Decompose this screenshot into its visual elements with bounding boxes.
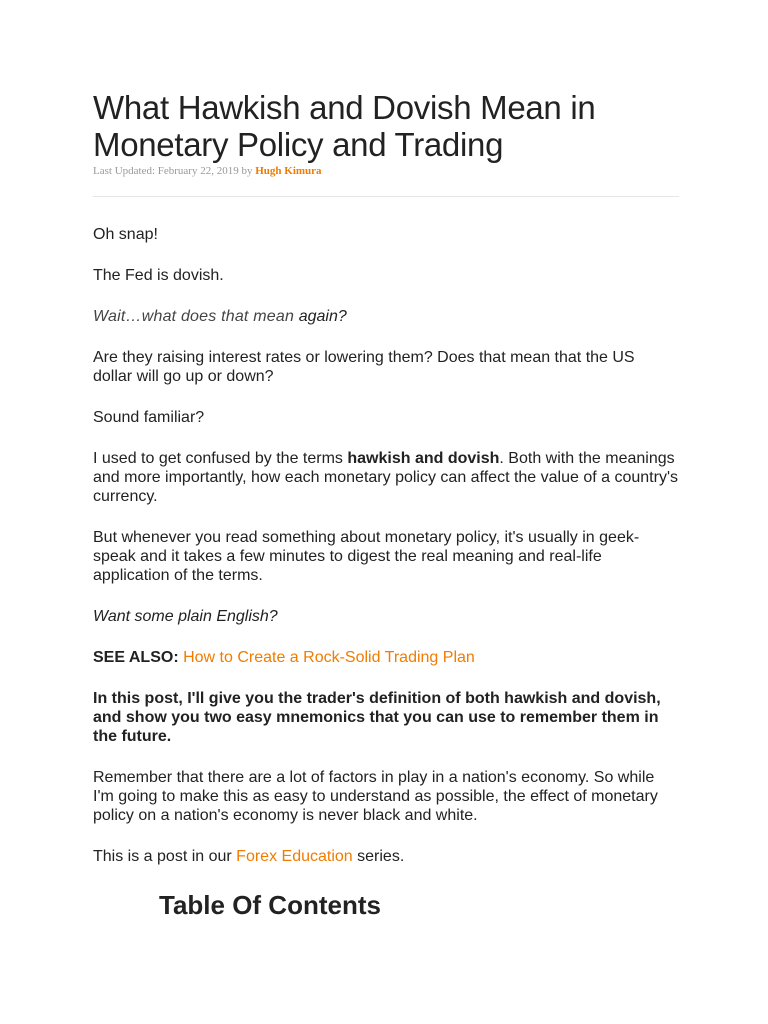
series-text-end: series. — [352, 848, 405, 865]
paragraph-forex-series — [93, 847, 678, 866]
article-meta — [93, 164, 678, 178]
series-text-start: This is a post in our — [93, 848, 237, 865]
paragraph-see-also — [93, 648, 678, 667]
last-updated-text: Last Updated: February 22, 2019 by — [93, 165, 256, 177]
confused-text-end: . Both with the meanings and more importantly, how each monetary policy can affect the value of a country's currency. — [93, 450, 678, 505]
article-body — [93, 225, 678, 866]
article-title: What Hawkish and Dovish Mean in Monetary Policy and Trading — [93, 89, 596, 163]
forex-education-link[interactable]: Forex Education — [236, 848, 353, 865]
paragraph-plain-english — [93, 607, 678, 626]
paragraph-geek-speak: But whenever you read something about monetary policy, it's usually in geek-speak and it takes a few minutes to digest the real meaning and real-life application of the terms. — [93, 529, 640, 584]
confused-text-start: I used to get confused by the terms — [93, 450, 348, 467]
paragraph-confused — [93, 449, 678, 506]
header-divider — [93, 196, 679, 197]
paragraph-remember-factors: Remember that there are a lot of factors in play in a nation's economy. So while I'm going to make this as easy to understand as possible, the effect of monetary policy on a nation's economy is never black and white. — [93, 769, 658, 824]
hawkish-dovish-bold: hawkish and dovish — [347, 450, 500, 467]
see-also-link[interactable]: How to Create a Rock-Solid Trading Plan — [183, 649, 475, 666]
author-link[interactable]: Hugh Kimura — [255, 165, 322, 177]
plain-english-italic: Want some plain English? — [93, 608, 278, 625]
paragraph-sound-familiar: Sound familiar? — [93, 409, 205, 426]
wait-text: Wait…what does that mean — [93, 308, 299, 325]
article — [93, 88, 678, 920]
again-text: again? — [298, 308, 347, 325]
table-of-contents-heading: Table Of Contents — [159, 890, 381, 920]
paragraph-raising-rates: Are they raising interest rates or lowering them? Does that mean that the US dollar will go up or down? — [93, 349, 635, 385]
see-also-label: SEE ALSO: — [93, 649, 179, 666]
paragraph-wait — [93, 307, 678, 326]
paragraph-in-this-post: In this post, I'll give you the trader's definition of both hawkish and dovish, and show you two easy mnemonics that you can use to remember them in the future. — [93, 690, 661, 745]
paragraph-fed-dovish: The Fed is dovish. — [93, 267, 224, 284]
paragraph-oh-snap: Oh snap! — [93, 226, 158, 243]
